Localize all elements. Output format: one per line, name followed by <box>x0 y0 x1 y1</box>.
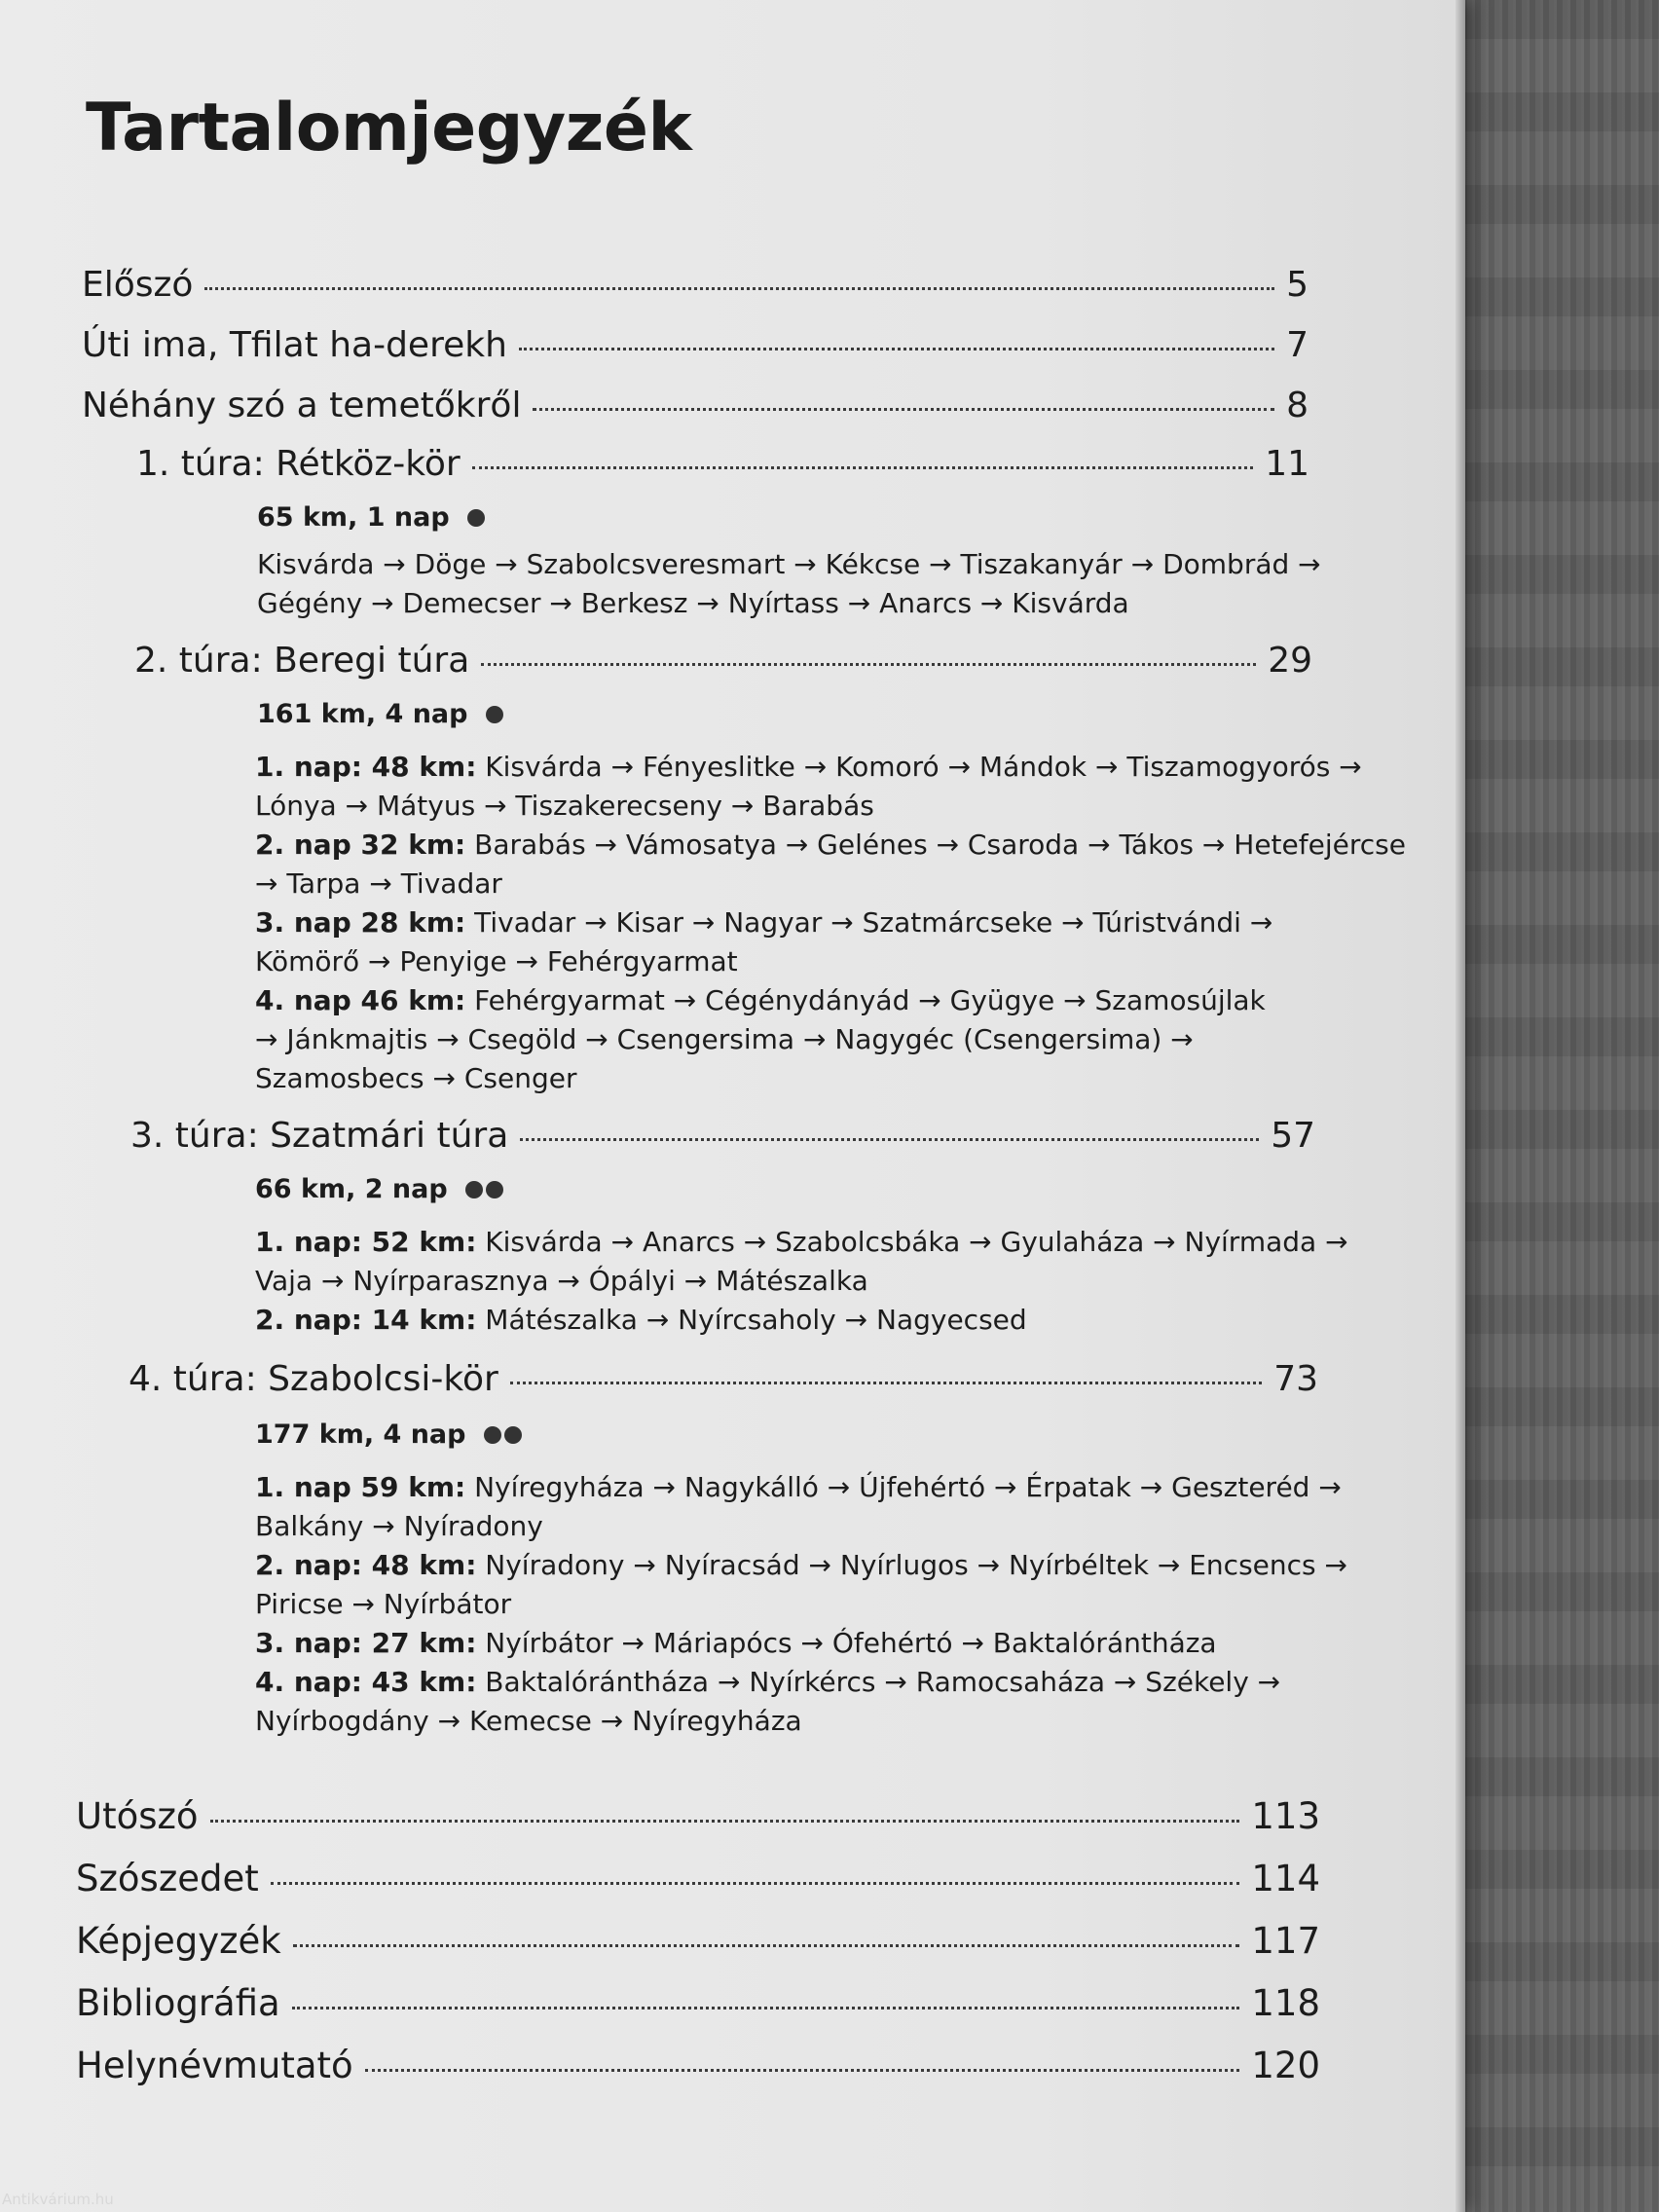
page-edge <box>1456 0 1465 2212</box>
tour-distance-duration: 66 km, 2 nap <box>255 1174 448 1204</box>
toc-entry-page: 120 <box>1251 2045 1320 2086</box>
route-line <box>255 1663 1316 1702</box>
toc-entry-tura-3 <box>130 1116 1315 1156</box>
route-line <box>255 1059 1316 1098</box>
route-day-label: 1. nap: 52 km: <box>255 1226 477 1258</box>
toc-entry-temetok <box>82 386 1309 425</box>
dot-leader <box>510 1382 1262 1384</box>
dot-leader <box>204 287 1274 290</box>
route-stops: Vaja → Nyírparasznya → Ópályi → Mátészalka <box>255 1265 868 1297</box>
dot-leader <box>271 1882 1240 1885</box>
route-stops: → Tarpa → Tivadar <box>255 867 502 900</box>
toc-entry-tura-1 <box>136 444 1309 484</box>
route-stops: Nyírbogdány → Kemecse → Nyíregyháza <box>255 1705 802 1737</box>
route-day-label: 3. nap 28 km: <box>255 906 466 939</box>
route-stops: Nyírbátor → Máriapócs → Ófehértó → Baktalórántháza <box>476 1627 1217 1659</box>
toc-entry-label: Utószó <box>76 1795 199 1837</box>
route-stops: Mátészalka → Nyírcsaholy → Nagyecsed <box>476 1304 1027 1336</box>
route-stops: Fehérgyarmat → Cégénydányád → Gyügye → Szamosújlak <box>465 984 1266 1016</box>
route-day-label: 4. nap: 43 km: <box>255 1666 477 1698</box>
route-line <box>255 1223 1348 1262</box>
route-stops: Kisvárda → Fényeslitke → Komoró → Mándok → Tiszamogyorós → <box>476 751 1362 783</box>
dot-leader <box>293 1944 1240 1947</box>
dot-leader <box>472 466 1254 469</box>
toc-entry-label: 2. túra: Beregi túra <box>134 641 470 681</box>
route-day-label: 1. nap: 48 km: <box>255 751 477 783</box>
tour-route <box>255 1223 1348 1340</box>
toc-entry-szoszedet <box>76 1858 1320 1899</box>
tour-route <box>255 748 1406 1098</box>
route-line <box>255 1262 1316 1301</box>
toc-entry-uti-ima <box>82 325 1309 365</box>
route-line <box>257 545 1321 584</box>
difficulty-dot-icon <box>484 1426 501 1444</box>
toc-entry-tura-4 <box>129 1359 1318 1399</box>
toc-entry-eloszo <box>82 265 1309 305</box>
route-day-label: 2. nap 32 km: <box>255 829 466 861</box>
toc-entry-kepjegyzek <box>76 1920 1320 1962</box>
route-stops: Szamosbecs → Csenger <box>255 1062 577 1094</box>
toc-entry-utoszo <box>76 1795 1320 1837</box>
toc-entry-label: Bibliográfia <box>76 1982 280 2024</box>
route-day-label: 3. nap: 27 km: <box>255 1627 477 1659</box>
tour-distance-duration: 161 km, 4 nap <box>257 699 468 729</box>
route-line <box>257 584 1318 623</box>
toc-entry-label: Előszó <box>82 265 194 305</box>
tour-distance-duration: 65 km, 1 nap <box>257 502 450 533</box>
tour-meta <box>255 1174 503 1204</box>
route-line <box>255 1468 1342 1507</box>
toc-entry-label: 4. túra: Szabolcsi-kör <box>129 1359 498 1399</box>
difficulty-dots <box>464 502 485 533</box>
difficulty-dot-icon <box>486 1181 503 1198</box>
toc-entry-label: 1. túra: Rétköz-kör <box>136 444 461 484</box>
toc-entry-tura-2 <box>134 641 1312 681</box>
toc-entry-page: 11 <box>1265 444 1309 484</box>
route-line <box>255 1020 1316 1059</box>
route-stops: Kisvárda → Döge → Szabolcsveresmart → Kékcse → Tiszakanyár → Dombrád → <box>257 548 1321 580</box>
route-line <box>255 1624 1316 1663</box>
toc-entry-helynevmutato <box>76 2045 1320 2086</box>
toc-entry-page: 113 <box>1251 1795 1320 1837</box>
toc-entry-page: 57 <box>1271 1116 1315 1156</box>
route-line <box>255 903 1316 942</box>
tour-meta <box>257 699 503 729</box>
dot-leader <box>520 1138 1259 1141</box>
toc-entry-bibliografia <box>76 1982 1320 2024</box>
route-day-label: 2. nap: 14 km: <box>255 1304 477 1336</box>
route-stops: Balkány → Nyíradony <box>255 1510 543 1542</box>
toc-entry-label: Képjegyzék <box>76 1920 281 1962</box>
toc-entry-label: Néhány szó a temetőkről <box>82 386 522 425</box>
route-line <box>255 826 1406 865</box>
route-line <box>255 942 1316 981</box>
toc-entry-label: 3. túra: Szatmári túra <box>130 1116 509 1156</box>
dot-leader <box>533 408 1274 411</box>
toc-entry-label: Szószedet <box>76 1858 259 1899</box>
route-day-label: 4. nap 46 km: <box>255 984 466 1016</box>
route-line <box>255 1301 1316 1340</box>
toc-entry-page: 5 <box>1286 265 1309 305</box>
tour-meta <box>255 1419 522 1450</box>
route-day-label: 2. nap: 48 km: <box>255 1549 477 1581</box>
tour-meta <box>257 502 485 533</box>
toc-entry-label: Úti ima, Tfilat ha-derekh <box>82 325 507 365</box>
dot-leader <box>292 2007 1240 2009</box>
tour-route <box>255 1468 1347 1741</box>
difficulty-dots <box>481 1419 522 1450</box>
tour-distance-duration: 177 km, 4 nap <box>255 1419 466 1450</box>
toc-entry-label: Helynévmutató <box>76 2045 353 2086</box>
toc-entry-page: 29 <box>1268 641 1312 681</box>
route-line <box>255 1507 1316 1546</box>
route-stops: Lónya → Mátyus → Tiszakerecseny → Barabás <box>255 790 874 822</box>
route-stops: Piricse → Nyírbátor <box>255 1588 512 1620</box>
toc-entry-page: 7 <box>1286 325 1309 365</box>
toc-entry-page: 8 <box>1286 386 1309 425</box>
toc-entry-page: 118 <box>1251 1982 1320 2024</box>
route-line <box>255 1702 1316 1741</box>
toc-entry-page: 73 <box>1273 1359 1318 1399</box>
route-stops: Nyíradony → Nyíracsád → Nyírlugos → Nyírbéltek → Encsencs → <box>476 1549 1347 1581</box>
route-stops: Kisvárda → Anarcs → Szabolcsbáka → Gyulaháza → Nyírmada → <box>476 1226 1348 1258</box>
route-line <box>255 981 1316 1020</box>
difficulty-dots <box>483 699 503 729</box>
difficulty-dot-icon <box>504 1426 522 1444</box>
dot-leader <box>519 348 1274 350</box>
route-stops: Tivadar → Kisar → Nagyar → Szatmárcseke → Túristvándi → <box>465 906 1273 939</box>
route-line <box>255 1585 1316 1624</box>
route-stops: Baktalórántháza → Nyírkércs → Ramocsaháza → Székely → <box>476 1666 1281 1698</box>
route-line <box>255 1546 1347 1585</box>
route-line <box>255 865 1316 903</box>
route-stops: Barabás → Vámosatya → Gelénes → Csaroda → Tákos → Hetefejércse <box>465 829 1406 861</box>
watermark: Antikvárium.hu <box>2 2191 114 2208</box>
route-line <box>255 787 1316 826</box>
dot-leader <box>210 1820 1240 1823</box>
toc-entry-page: 114 <box>1251 1858 1320 1899</box>
route-stops: Nyíregyháza → Nagykálló → Újfehértó → Érpatak → Geszteréd → <box>465 1471 1342 1503</box>
tour-route <box>257 545 1321 623</box>
route-stops: Kömörő → Penyige → Fehérgyarmat <box>255 945 738 977</box>
dot-leader <box>365 2069 1240 2072</box>
route-stops: Gégény → Demecser → Berkesz → Nyírtass → Anarcs → Kisvárda <box>257 587 1129 619</box>
difficulty-dot-icon <box>486 706 503 723</box>
route-day-label: 1. nap 59 km: <box>255 1471 466 1503</box>
dot-leader <box>481 663 1256 666</box>
page-title: Tartalomjegyzék <box>86 90 692 166</box>
difficulty-dots <box>462 1174 503 1204</box>
toc-entry-page: 117 <box>1251 1920 1320 1962</box>
difficulty-dot-icon <box>465 1181 483 1198</box>
difficulty-dot-icon <box>467 509 485 527</box>
route-line <box>255 748 1362 787</box>
route-stops: → Jánkmajtis → Csegöld → Csengersima → Nagygéc (Csengersima) → <box>255 1023 1194 1055</box>
